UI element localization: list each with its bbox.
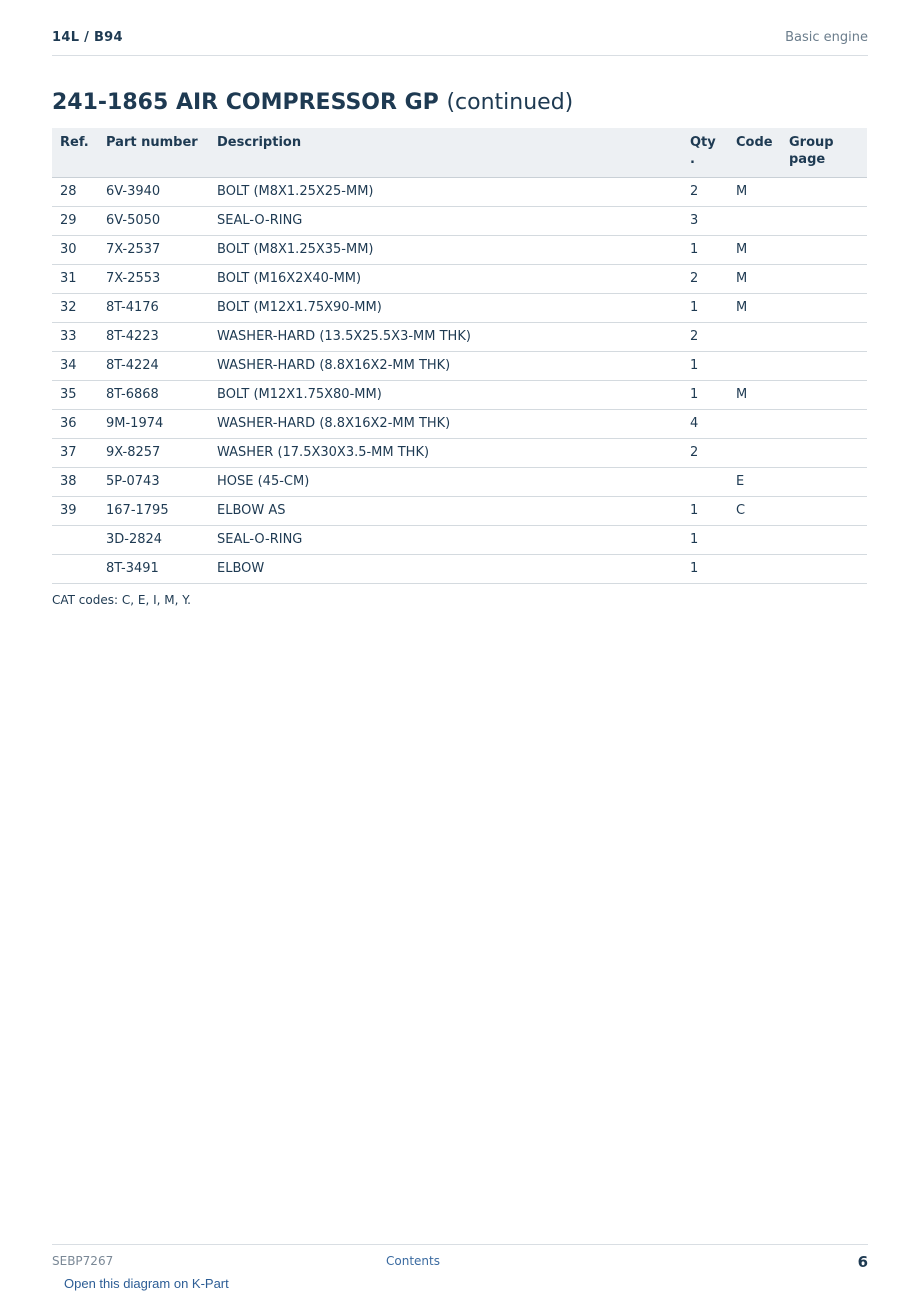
table-row bbox=[52, 351, 867, 380]
table-row bbox=[52, 322, 867, 351]
table-row bbox=[52, 409, 867, 438]
continued-label: (continued) bbox=[446, 90, 574, 115]
cell-description: HOSE (45-CM) bbox=[217, 467, 690, 496]
col-header-qty-line1: Qty bbox=[690, 135, 716, 150]
cell-code: M bbox=[736, 293, 789, 322]
cell-description: WASHER-HARD (8.8X16X2-MM THK) bbox=[217, 409, 690, 438]
machine-model: 14L / B94 bbox=[52, 30, 123, 45]
cell-ref bbox=[52, 554, 106, 583]
cell-qty: 1 bbox=[690, 554, 736, 583]
cell-description: ELBOW bbox=[217, 554, 690, 583]
cell-code bbox=[736, 525, 789, 554]
cell-part-number: 8T-4176 bbox=[106, 293, 217, 322]
cell-part-number: 6V-3940 bbox=[106, 177, 217, 206]
cell-qty: 1 bbox=[690, 293, 736, 322]
cell-ref: 30 bbox=[52, 235, 106, 264]
cell-ref: 28 bbox=[52, 177, 106, 206]
contents-link[interactable]: Contents bbox=[386, 1254, 440, 1268]
cell-ref: 29 bbox=[52, 206, 106, 235]
cell-qty: 1 bbox=[690, 380, 736, 409]
cell-code: M bbox=[736, 177, 789, 206]
document-id: SEBP7267 bbox=[52, 1254, 114, 1268]
cell-group-page bbox=[789, 409, 867, 438]
cell-ref: 38 bbox=[52, 467, 106, 496]
cell-code: M bbox=[736, 264, 789, 293]
cell-group-page bbox=[789, 322, 867, 351]
cell-code bbox=[736, 351, 789, 380]
cell-description: WASHER-HARD (13.5X25.5X3-MM THK) bbox=[217, 322, 690, 351]
cell-description: BOLT (M8X1.25X35-MM) bbox=[217, 235, 690, 264]
cell-code bbox=[736, 554, 789, 583]
table-row bbox=[52, 467, 867, 496]
section-name: Basic engine bbox=[785, 30, 868, 45]
cell-part-number: 8T-4224 bbox=[106, 351, 217, 380]
cell-part-number: 3D-2824 bbox=[106, 525, 217, 554]
cell-qty: 2 bbox=[690, 438, 736, 467]
cell-group-page bbox=[789, 525, 867, 554]
group-title: 241-1865 AIR COMPRESSOR GP bbox=[52, 90, 439, 115]
cell-qty: 2 bbox=[690, 322, 736, 351]
cell-description: WASHER (17.5X30X3.5-MM THK) bbox=[217, 438, 690, 467]
cell-description: BOLT (M12X1.75X80-MM) bbox=[217, 380, 690, 409]
cell-description: BOLT (M16X2X40-MM) bbox=[217, 264, 690, 293]
cell-code bbox=[736, 438, 789, 467]
cell-description: WASHER-HARD (8.8X16X2-MM THK) bbox=[217, 351, 690, 380]
cell-description: SEAL-O-RING bbox=[217, 525, 690, 554]
cell-group-page bbox=[789, 554, 867, 583]
cell-ref: 36 bbox=[52, 409, 106, 438]
cell-group-page bbox=[789, 380, 867, 409]
table-row bbox=[52, 380, 867, 409]
open-kpart-link[interactable]: Open this diagram on K-Part bbox=[64, 1276, 229, 1291]
cell-qty: 2 bbox=[690, 177, 736, 206]
page-title bbox=[52, 88, 573, 118]
cat-codes-note: CAT codes: C, E, I, M, Y. bbox=[52, 593, 191, 607]
cell-group-page bbox=[789, 467, 867, 496]
cell-description: BOLT (M12X1.75X90-MM) bbox=[217, 293, 690, 322]
cell-code: M bbox=[736, 235, 789, 264]
table-header-row bbox=[52, 128, 867, 177]
cell-group-page bbox=[789, 235, 867, 264]
cell-qty: 1 bbox=[690, 351, 736, 380]
table-row bbox=[52, 525, 867, 554]
cell-qty: 2 bbox=[690, 264, 736, 293]
table-row bbox=[52, 293, 867, 322]
cell-group-page bbox=[789, 206, 867, 235]
cell-description: BOLT (M8X1.25X25-MM) bbox=[217, 177, 690, 206]
cell-part-number: 6V-5050 bbox=[106, 206, 217, 235]
col-header-part-number: Part number bbox=[106, 128, 217, 177]
col-header-ref: Ref. bbox=[52, 128, 106, 177]
col-header-group-line2: page bbox=[789, 152, 826, 167]
cell-group-page bbox=[789, 438, 867, 467]
table-row bbox=[52, 264, 867, 293]
cell-qty: 1 bbox=[690, 496, 736, 525]
parts-table bbox=[52, 128, 867, 584]
cell-group-page bbox=[789, 293, 867, 322]
cell-part-number: 5P-0743 bbox=[106, 467, 217, 496]
cell-ref: 39 bbox=[52, 496, 106, 525]
cell-qty: 4 bbox=[690, 409, 736, 438]
cell-ref bbox=[52, 525, 106, 554]
page-footer bbox=[52, 1244, 868, 1275]
cell-ref: 33 bbox=[52, 322, 106, 351]
table-row bbox=[52, 177, 867, 206]
table-row bbox=[52, 496, 867, 525]
cell-ref: 34 bbox=[52, 351, 106, 380]
cell-part-number: 8T-3491 bbox=[106, 554, 217, 583]
cell-part-number: 7X-2553 bbox=[106, 264, 217, 293]
cell-part-number: 9X-8257 bbox=[106, 438, 217, 467]
cell-part-number: 8T-4223 bbox=[106, 322, 217, 351]
cell-part-number: 8T-6868 bbox=[106, 380, 217, 409]
cell-qty: 1 bbox=[690, 525, 736, 554]
table-row bbox=[52, 206, 867, 235]
cell-group-page bbox=[789, 496, 867, 525]
cell-qty: 3 bbox=[690, 206, 736, 235]
cell-code bbox=[736, 322, 789, 351]
cell-qty bbox=[690, 467, 736, 496]
cell-code bbox=[736, 409, 789, 438]
cell-ref: 37 bbox=[52, 438, 106, 467]
cell-group-page bbox=[789, 177, 867, 206]
col-header-qty-line2: . bbox=[690, 152, 695, 167]
col-header-group-page bbox=[789, 128, 867, 177]
cell-ref: 32 bbox=[52, 293, 106, 322]
col-header-qty bbox=[690, 128, 736, 177]
cell-code: M bbox=[736, 380, 789, 409]
page-header bbox=[52, 26, 868, 56]
cell-code: E bbox=[736, 467, 789, 496]
cell-description: SEAL-O-RING bbox=[217, 206, 690, 235]
cell-qty: 1 bbox=[690, 235, 736, 264]
table-row bbox=[52, 438, 867, 467]
col-header-description: Description bbox=[217, 128, 690, 177]
table-row bbox=[52, 554, 867, 583]
cell-code: C bbox=[736, 496, 789, 525]
table-row bbox=[52, 235, 867, 264]
cell-part-number: 7X-2537 bbox=[106, 235, 217, 264]
cell-part-number: 9M-1974 bbox=[106, 409, 217, 438]
cell-group-page bbox=[789, 264, 867, 293]
cell-code bbox=[736, 206, 789, 235]
col-header-code: Code bbox=[736, 128, 789, 177]
cell-description: ELBOW AS bbox=[217, 496, 690, 525]
col-header-group-line1: Group bbox=[789, 135, 834, 150]
page-number: 6 bbox=[857, 1253, 868, 1271]
cell-part-number: 167-1795 bbox=[106, 496, 217, 525]
cell-ref: 35 bbox=[52, 380, 106, 409]
cell-ref: 31 bbox=[52, 264, 106, 293]
cell-group-page bbox=[789, 351, 867, 380]
